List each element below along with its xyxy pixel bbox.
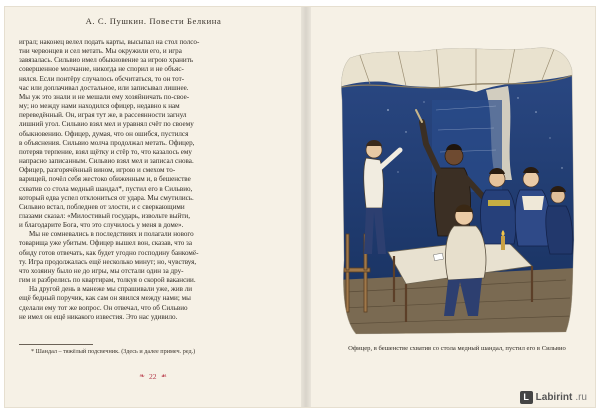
body-text-line: Сильвио встал, побледнев от злости, и с сверкающими: [19, 202, 185, 211]
body-text-line: завязалась. Сильвио имел обыкновение за игрою хранить: [19, 56, 194, 65]
body-text-line: му; но между нами находился офицер, недавно к нам: [19, 102, 180, 111]
labirint-watermark: [520, 390, 587, 404]
body-text-line: схватив со стола медный шандал*, пустил его в Сильвио,: [19, 184, 193, 193]
body-text-line: напрасно записанным. Сильвио взял мел и записал снова.: [19, 157, 194, 166]
right-page: [311, 7, 597, 407]
body-text: [19, 38, 285, 322]
folio-ornament-left-icon: ❧: [139, 372, 145, 380]
body-text-line: совершенное молчание, никогда не спорил и не объяс-: [19, 65, 184, 74]
body-text-line: обыкновению. Офицер, думая, что он ошибся, пустился: [19, 129, 189, 138]
body-text-line: гим и разбрелись по квартирам, толкуя о скорой вакансии.: [19, 276, 196, 285]
running-head: А. С. Пушкин. Повести Белкина: [85, 16, 222, 26]
watermark-site: Labirint: [535, 391, 573, 403]
body-text-line: час или доплачивал достальное, или записывал лишнее.: [19, 83, 189, 92]
brass-candlestick-icon: [501, 230, 505, 250]
body-text-line: На другой день в манеже мы спрашивали уже, жив ли: [29, 285, 193, 294]
body-text-line: который едва успел отклониться от удара. Мы смутились.: [19, 193, 194, 202]
duel-card-game-illustration: [336, 40, 576, 336]
body-text-line: ещё бедный поручик, как сам он явился между нами; мы: [19, 294, 191, 303]
body-text-line: варищей, почёл себя жестоко обиженным и, в бешенстве: [19, 175, 191, 184]
body-text-line: товарища уже убитым. Офицер вышел вон, сказав, что за: [19, 239, 192, 248]
body-text-line: что хозяину было не до игры, мы отстали один за дру-: [19, 266, 184, 275]
footnote: * Шандал – тяжёлый подсвечник. (Здесь и далее примеч. ред.): [31, 348, 196, 355]
footnote-rule: [19, 344, 93, 345]
body-text-line: потеряв терпение, взял щётку и стёр то, что казалось ему: [19, 147, 192, 156]
body-text-line: переведённый. Он, играя тут же, в рассеянности загнул: [19, 111, 187, 120]
book-gutter: [301, 7, 311, 407]
illustration-caption: Офицер, в бешенстве схватив со стола медный шандал, пустил его в Сильвио: [348, 345, 566, 352]
body-text-line: и благодарите Бога, что это случилось у меня в доме».: [19, 221, 184, 230]
body-text-line: сделали ему тот же вопрос. Он отвечал, что об Сильвио: [19, 303, 188, 312]
book-spread: [4, 6, 596, 408]
body-text-line: лишний угол. Сильвио взял мел и уравнял счёт по своему: [19, 120, 194, 129]
body-text-line: глазами сказал: «Милостивый государь, извольте выйти,: [19, 211, 190, 220]
labirint-logo-icon: L: [520, 391, 533, 404]
body-text-line: Мы уж это знали и не мешали ему хозяйничать по-свое-: [19, 92, 190, 101]
left-page: [5, 7, 302, 407]
watermark-suffix: .ru: [575, 391, 587, 403]
body-text-line: Мы не сомневались в последствиях и полагали нового: [29, 230, 194, 239]
body-text-line: играл; наконец велел подать карты, высыпал на стол полсо-: [19, 38, 200, 46]
page-number-value: 22: [149, 371, 157, 381]
body-text-line: обиду готов отвечать, как будет угодно господину банкомё-: [19, 248, 199, 257]
body-text-line: нялся. Если понтёру случалось обсчитаться, то он тот-: [19, 74, 185, 83]
body-text-line: тни червонцев и сел метать. Мы окружили его, и игра: [19, 47, 182, 56]
body-text-line: не имел он ещё никакого известия. Это нас удивило.: [19, 312, 178, 321]
body-text-line: ту. Игра продолжалась ещё несколько минут; но, чувствуя,: [19, 257, 197, 266]
page-number: [132, 370, 174, 382]
body-text-line: Офицер, разгорячённый вином, игрою и смехом то-: [19, 166, 176, 175]
folio-ornament-right-icon: ☙: [160, 372, 167, 380]
body-text-line: в объяснения. Сильвио молча продолжал метать. Офицер,: [19, 138, 195, 147]
